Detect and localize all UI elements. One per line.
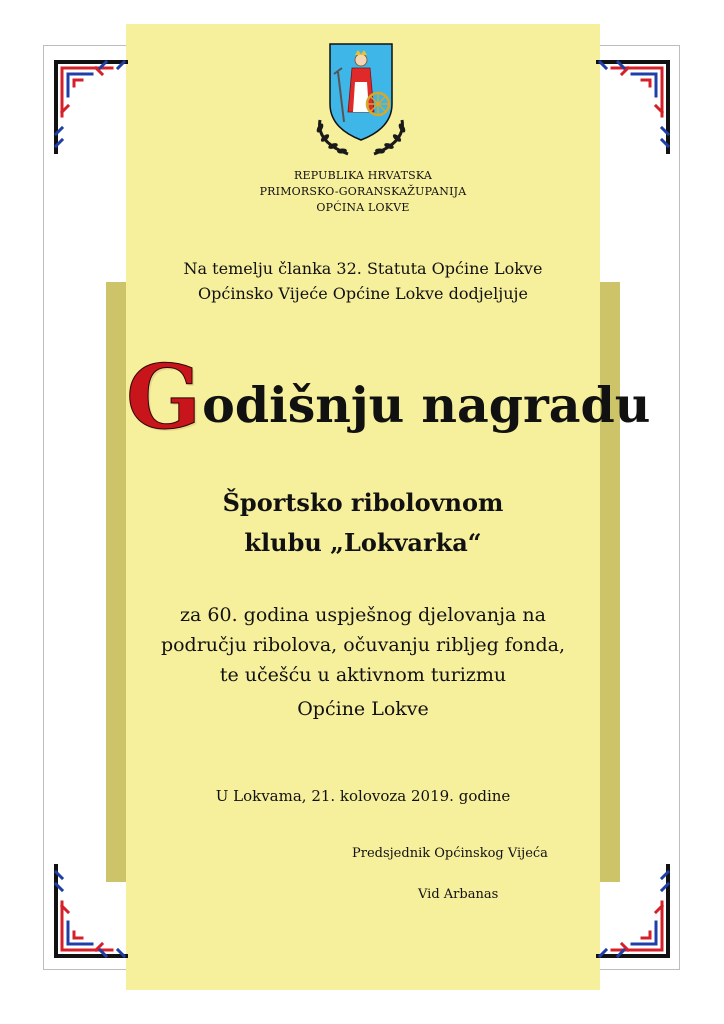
reason-line-4: Općine Lokve [297,698,429,720]
signature-role: Predsjednik Općinskog Vijeća [352,846,548,861]
recipient-line-1: Športsko ribolovnom [222,488,504,517]
right-side-band [600,282,620,882]
place-date: U Lokvama, 21. kolovoza 2019. godine [215,787,511,805]
coat-of-arms-icon [308,42,414,162]
intro-line-2: Općinsko Vijeće Općine Lokve dodjeljuje [198,284,528,303]
award-title-rest: odišnju nagradu [202,376,651,434]
corner-ornament-icon [594,862,672,962]
recipient-line-2: klubu „Lokvarka“ [244,528,482,557]
signature-name: Vid Arbanas [418,887,499,902]
corner-ornament-icon [594,56,672,156]
award-title [126,342,651,460]
intro-line-1: Na temelju članka 32. Statuta Općine Lokve [183,259,543,278]
header-municipality: OPĆINA LOKVE [316,201,410,214]
reason-line-1: za 60. godina uspješnog djelovanja na [180,604,546,626]
corner-ornament-icon [52,56,130,156]
award-title-initial: G [126,345,202,449]
left-side-band [106,282,126,882]
header-country: REPUBLIKA HRVATSKA [294,169,432,182]
reason-line-3: te učešću u aktivnom turizmu [219,664,507,686]
reason-line-2: području ribolova, očuvanju ribljeg fonda, [160,634,566,656]
corner-ornament-icon [52,862,130,962]
header-county: PRIMORSKO-GORANSKAŽUPANIJA [259,185,467,198]
